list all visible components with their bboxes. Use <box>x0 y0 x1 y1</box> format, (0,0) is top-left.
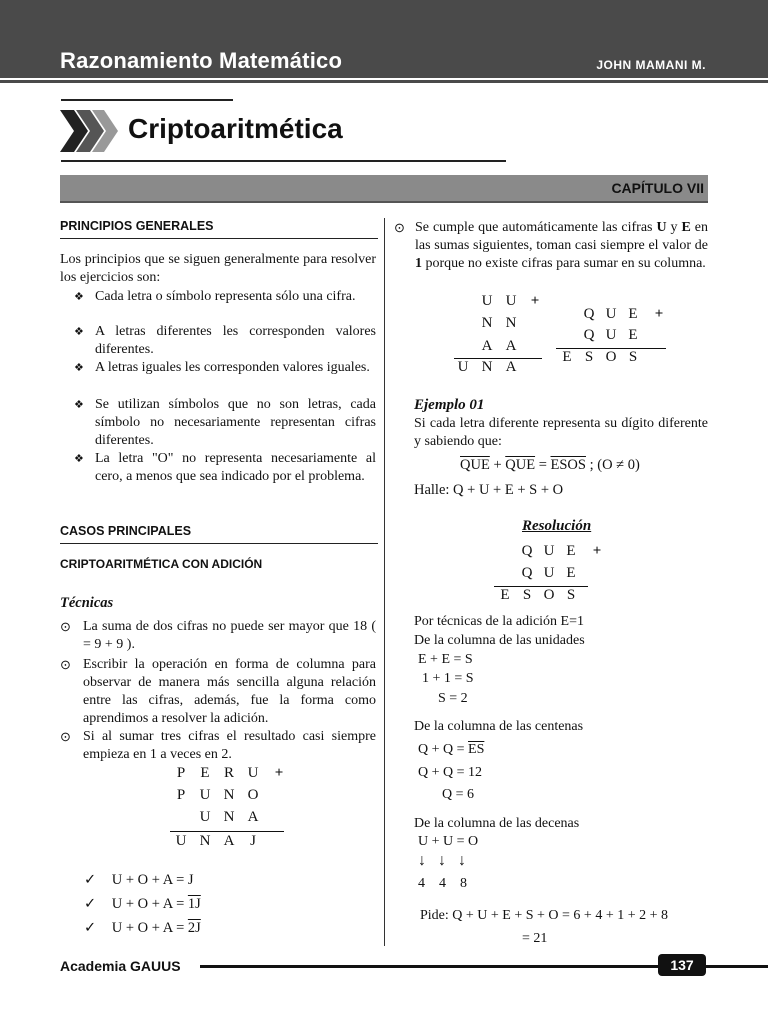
circled-dot-bullet-icon: ⊙ <box>60 657 71 672</box>
step-equation: $Q + Q = \overline{ES}$ <box>418 742 485 757</box>
example-title: Ejemplo 01 <box>414 397 485 413</box>
book-title: Razonamiento Matemático <box>60 48 343 73</box>
auto-one-rule: Se cumple que automáticamente las cifras U y E en las sumas siguientes, toman casi siempre el valor de 1 porque no existe cifras para sumar en su columna. <box>415 220 709 271</box>
diamond-bullet-icon: ❖ <box>74 291 84 303</box>
diamond-bullet-icon: ❖ <box>74 362 84 374</box>
header-rule <box>0 80 768 83</box>
step-equation: Q + Q = 12 <box>418 765 483 780</box>
addition-row: P E R U + <box>176 765 284 781</box>
title-bottom-rule <box>61 160 506 162</box>
final-sum: Pide: Q + U + E + S + O = 6 + 4 + 1 + 2 + 8 <box>420 908 669 923</box>
intro-text: Los principios que se siguen generalmente para resolver los ejercicios son: <box>60 252 376 285</box>
chapter-label: CAPÍTULO VII <box>611 180 704 196</box>
section-rule <box>60 238 378 239</box>
addition-row: Q U E <box>583 327 638 343</box>
list-item: ⊙ La suma de dos cifras no puede ser mayor que 18 ( = 9 + 9 ). <box>60 619 376 652</box>
resolucion-heading: Resolución <box>522 518 592 534</box>
diamond-bullet-icon: ❖ <box>74 399 84 411</box>
list-item: ⊙ Escribir la operación en forma de columna para observar de manera más sencilla alguna relación entre las cifras, además, fue la forma como aprendimos a resolver la adición. <box>60 657 376 726</box>
circled-dot-bullet-icon: ⊙ <box>60 619 71 634</box>
check-icon: ✓ <box>84 920 97 936</box>
esos-addition <box>556 306 676 376</box>
check-line: ✓ U + O + A = 1J <box>84 896 201 912</box>
step-equation: S = 2 <box>438 691 468 706</box>
addition-row: Q U E <box>521 565 576 581</box>
addition-row: P U N O <box>176 787 259 803</box>
section-title-principios: PRINCIPIOS GENERALES <box>60 219 214 233</box>
una-addition <box>452 293 552 383</box>
section-rule <box>60 543 378 544</box>
step-text: De la columna de las centenas <box>414 719 584 734</box>
addition-result-row: U N A J <box>175 833 256 849</box>
list-item: ❖ La letra "O" no representa necesariamente al cero, a menos que sea indicado por el problema. <box>74 451 376 484</box>
step-equation: Q = 6 <box>442 787 475 802</box>
step-equation: 1 + 1 = S <box>422 671 474 686</box>
step-text: De la columna de las decenas <box>414 816 580 831</box>
section-title-adicion: CRIPTOARITMÉTICA CON ADICIÓN <box>60 557 263 571</box>
list-item: ⊙ Si al sumar tres cifras el resultado casi siempre empieza en 1 a veces en 2. <box>60 729 376 762</box>
circled-dot-bullet-icon: ⊙ <box>60 729 71 744</box>
resolution-addition <box>494 543 614 613</box>
list-item: ❖ A letras diferentes les corresponden valores diferentes. <box>74 324 376 357</box>
example-text: Si cada letra diferente representa su dígito diferente y sabiendo que: <box>414 416 708 449</box>
addition-row: A A <box>481 338 517 354</box>
step-equation: U + U = O <box>418 834 479 849</box>
footer-academy: Academia GAUUS <box>60 958 181 974</box>
chapter-bar-edge <box>60 201 708 203</box>
tecnicas-heading: Técnicas <box>60 595 114 611</box>
addition-row: Q U E + <box>583 306 664 322</box>
addition-row: N N <box>481 315 517 331</box>
down-arrow-icon: ↓ ↓ ↓ <box>418 852 466 869</box>
step-text: Por técnicas de la adición E=1 <box>414 614 585 629</box>
title-top-rule <box>61 99 233 101</box>
addition-row: U U + <box>481 293 540 309</box>
peru-addition <box>170 765 290 855</box>
circled-dot-bullet-icon: ⊙ <box>394 220 405 235</box>
step-values: 4 4 8 <box>418 876 467 891</box>
step-equation: E + E = S <box>418 652 473 667</box>
list-item: ❖ Se utilizan símbolos que no son letras, cada símbolo no necesariamente representan cifras diferentes. <box>74 397 376 448</box>
list-item: ❖ A letras iguales les corresponden valores iguales. <box>74 360 370 375</box>
check-line: ✓ U + O + A = 2J <box>84 920 201 936</box>
diamond-bullet-icon: ❖ <box>74 453 84 465</box>
section-title-casos: CASOS PRINCIPALES <box>60 524 192 538</box>
final-result: = 21 <box>522 931 548 946</box>
list-item <box>394 219 708 273</box>
example-equation: $\overline{QUE} + \overline{QUE}$ = ESOS ; (O ≠ 0) <box>460 457 640 473</box>
page-number: 137 <box>658 954 706 976</box>
addition-result-row: E S O S <box>500 587 576 603</box>
triple-chevron-icon <box>60 110 120 157</box>
step-text: De la columna de las unidades <box>414 633 585 648</box>
check-icon: ✓ <box>84 896 97 912</box>
addition-row: U N A <box>199 809 259 825</box>
column-divider <box>384 218 385 946</box>
chapter-title: Criptoaritmética <box>128 113 343 144</box>
sum-rule <box>170 831 284 832</box>
check-line: ✓ U + O + A = J <box>84 872 194 888</box>
diamond-bullet-icon: ❖ <box>74 326 84 338</box>
author-name: JOHN MAMANI M. <box>596 58 706 72</box>
check-icon: ✓ <box>84 872 97 888</box>
addition-result-row: U N A <box>457 359 517 375</box>
addition-row: Q U E + <box>521 543 602 559</box>
list-item: ❖ Cada letra o símbolo representa sólo una cifra. <box>74 289 356 304</box>
addition-result-row: E S O S <box>562 349 638 365</box>
halle-line: Halle: Q + U + E + S + O <box>414 482 564 498</box>
